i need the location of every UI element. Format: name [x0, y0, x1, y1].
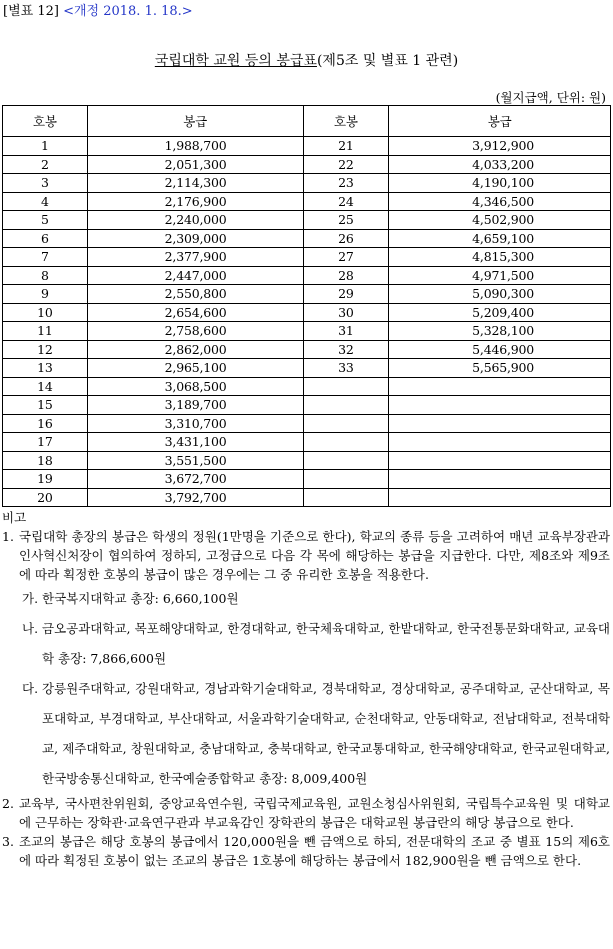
table-row [3, 414, 611, 433]
step-cell: 8 [3, 266, 88, 285]
table-row [3, 137, 611, 156]
step-cell [303, 488, 389, 507]
step-cell: 7 [3, 248, 88, 267]
unit-note: (월지급액, 단위: 원) [495, 90, 606, 105]
revision-note[interactable]: <개정 2018. 1. 18.> [63, 4, 193, 19]
step-cell [303, 433, 389, 452]
step-cell: 13 [3, 359, 88, 378]
notes-section [2, 508, 610, 870]
table-row [3, 192, 611, 211]
note-number: 3. [2, 834, 14, 849]
salary-cell: 2,240,000 [87, 211, 303, 230]
table-row [3, 303, 611, 322]
note-number: 1. [2, 529, 14, 544]
salary-cell: 2,965,100 [87, 359, 303, 378]
step-cell: 1 [3, 137, 88, 156]
table-row [3, 322, 611, 341]
step-cell [303, 377, 389, 396]
step-cell: 5 [3, 211, 88, 230]
note-item [2, 794, 610, 832]
table-row [3, 266, 611, 285]
step-cell: 15 [3, 396, 88, 415]
note-subitem [2, 614, 610, 674]
table-row [3, 285, 611, 304]
header-salary-1: 봉급 [87, 106, 303, 137]
table-row [3, 359, 611, 378]
step-cell: 24 [303, 192, 389, 211]
salary-cell: 2,309,000 [87, 229, 303, 248]
table-row [3, 174, 611, 193]
subitem-text: 강릉원주대학교, 강원대학교, 경남과학기술대학교, 경북대학교, 경상대학교, 공주대학교, 군산대학교, 목포대학교, 부경대학교, 부산대학교, 서울과학기술대학교, 순천대학교, 안동대학교, 전남대학교, 전북대학교, 제주대학교, 창원대학교, 충남대학교, 충북대학교, 한국교통대학교, 한국해양대학교, 한국교원대학교, 한국방송통신대학교, 한국예술종합학교 총장: 8,009,400원 [42, 681, 610, 786]
salary-cell: 2,051,300 [87, 155, 303, 174]
salary-cell [389, 488, 611, 507]
title-suffix: (제5조 및 별표 1 관련) [316, 53, 459, 69]
step-cell [303, 470, 389, 489]
table-row [3, 433, 611, 452]
step-cell: 17 [3, 433, 88, 452]
subitem-text: 금오공과대학교, 목포해양대학교, 한경대학교, 한국체육대학교, 한밭대학교, 한국전통문화대학교, 교육대학 총장: 7,866,600원 [42, 621, 610, 666]
step-cell: 29 [303, 285, 389, 304]
table-row [3, 470, 611, 489]
step-cell [303, 396, 389, 415]
step-cell: 12 [3, 340, 88, 359]
salary-cell: 5,090,300 [389, 285, 611, 304]
appendix-label: [별표 12] [3, 4, 59, 19]
salary-cell: 2,377,900 [87, 248, 303, 267]
page-header [3, 0, 193, 19]
salary-cell: 3,792,700 [87, 488, 303, 507]
step-cell: 11 [3, 322, 88, 341]
step-cell: 23 [303, 174, 389, 193]
salary-cell: 2,176,900 [87, 192, 303, 211]
note-subitem [2, 584, 610, 614]
salary-cell: 5,328,100 [389, 322, 611, 341]
table-header-row [3, 106, 611, 137]
table-body [3, 137, 611, 507]
document-title [0, 50, 613, 70]
salary-cell: 3,189,700 [87, 396, 303, 415]
note-subitem [2, 674, 610, 794]
table-row [3, 248, 611, 267]
step-cell: 16 [3, 414, 88, 433]
header-salary-2: 봉급 [389, 106, 611, 137]
salary-cell: 3,912,900 [389, 137, 611, 156]
salary-cell: 5,565,900 [389, 359, 611, 378]
table-row [3, 377, 611, 396]
subitem-mark: 다. [22, 681, 39, 696]
table-row [3, 488, 611, 507]
salary-cell: 3,551,500 [87, 451, 303, 470]
note-text: 조교의 봉급은 해당 호봉의 봉급에서 120,000원을 뺀 금액으로 하되, 전문대학의 조교 중 별표 15의 제6호에 따라 획정된 호봉이 없는 조교의 봉급은 1호봉에 해당하는 봉급에서 182,900원을 뺀 금액으로 한다. [19, 834, 610, 868]
salary-cell: 2,550,800 [87, 285, 303, 304]
step-cell: 32 [303, 340, 389, 359]
salary-cell [389, 451, 611, 470]
step-cell: 25 [303, 211, 389, 230]
salary-cell: 3,310,700 [87, 414, 303, 433]
salary-cell: 4,971,500 [389, 266, 611, 285]
salary-cell: 2,114,300 [87, 174, 303, 193]
header-step-1: 호봉 [3, 106, 88, 137]
salary-cell: 5,209,400 [389, 303, 611, 322]
note-number: 2. [2, 796, 14, 811]
table-row [3, 211, 611, 230]
step-cell: 18 [3, 451, 88, 470]
step-cell: 14 [3, 377, 88, 396]
table-row [3, 396, 611, 415]
subitem-mark: 가. [22, 591, 39, 606]
step-cell: 20 [3, 488, 88, 507]
salary-cell [389, 396, 611, 415]
salary-cell: 4,190,100 [389, 174, 611, 193]
step-cell: 30 [303, 303, 389, 322]
table-row [3, 229, 611, 248]
step-cell: 28 [303, 266, 389, 285]
salary-cell: 4,659,100 [389, 229, 611, 248]
step-cell [303, 451, 389, 470]
step-cell: 9 [3, 285, 88, 304]
step-cell: 6 [3, 229, 88, 248]
table-row [3, 451, 611, 470]
step-cell: 22 [303, 155, 389, 174]
salary-cell: 4,815,300 [389, 248, 611, 267]
salary-cell: 2,862,000 [87, 340, 303, 359]
notes-list [2, 527, 610, 870]
subitem-mark: 나. [22, 621, 39, 636]
salary-cell [389, 433, 611, 452]
step-cell: 31 [303, 322, 389, 341]
note-item [2, 832, 610, 870]
step-cell: 33 [303, 359, 389, 378]
salary-cell [389, 414, 611, 433]
title-main: 국립대학 교원 등의 봉급표 [154, 53, 317, 69]
salary-cell: 4,033,200 [389, 155, 611, 174]
step-cell: 26 [303, 229, 389, 248]
salary-cell: 2,758,600 [87, 322, 303, 341]
step-cell: 27 [303, 248, 389, 267]
salary-cell: 3,431,100 [87, 433, 303, 452]
note-text: 교육부, 국사편찬위원회, 중앙교육연수원, 국립국제교육원, 교원소청심사위원회, 국립특수교육원 및 대학교에 근무하는 장학관·교육연구관과 부교육감인 장학관의 봉급은 대학교원 봉급란의 해당 봉급으로 한다. [19, 796, 610, 830]
table-row [3, 155, 611, 174]
salary-cell: 4,502,900 [389, 211, 611, 230]
salary-cell [389, 377, 611, 396]
header-step-2: 호봉 [303, 106, 389, 137]
salary-cell: 2,447,000 [87, 266, 303, 285]
salary-cell: 3,672,700 [87, 470, 303, 489]
step-cell: 2 [3, 155, 88, 174]
step-cell: 4 [3, 192, 88, 211]
salary-cell: 4,346,500 [389, 192, 611, 211]
step-cell: 19 [3, 470, 88, 489]
step-cell [303, 414, 389, 433]
notes-heading: 비고 [2, 510, 27, 525]
salary-cell: 3,068,500 [87, 377, 303, 396]
note-item [2, 527, 610, 584]
salary-cell [389, 470, 611, 489]
salary-cell: 1,988,700 [87, 137, 303, 156]
table-row [3, 340, 611, 359]
note-text: 국립대학 총장의 봉급은 학생의 정원(1만명을 기준으로 한다), 학교의 종류 등을 고려하여 매년 교육부장관과 인사혁신처장이 협의하여 정하되, 고정급으로 다음 각 목에 해당하는 봉급을 지급한다. 다만, 제8조와 제9조에 따라 획정한 호봉의 봉급이 많은 경우에는 그 중 유리한 호봉을 적용한다. [19, 529, 610, 582]
step-cell: 3 [3, 174, 88, 193]
step-cell: 21 [303, 137, 389, 156]
salary-table [2, 105, 611, 507]
salary-cell: 2,654,600 [87, 303, 303, 322]
step-cell: 10 [3, 303, 88, 322]
salary-cell: 5,446,900 [389, 340, 611, 359]
subitem-text: 한국복지대학교 총장: 6,660,100원 [42, 591, 239, 606]
